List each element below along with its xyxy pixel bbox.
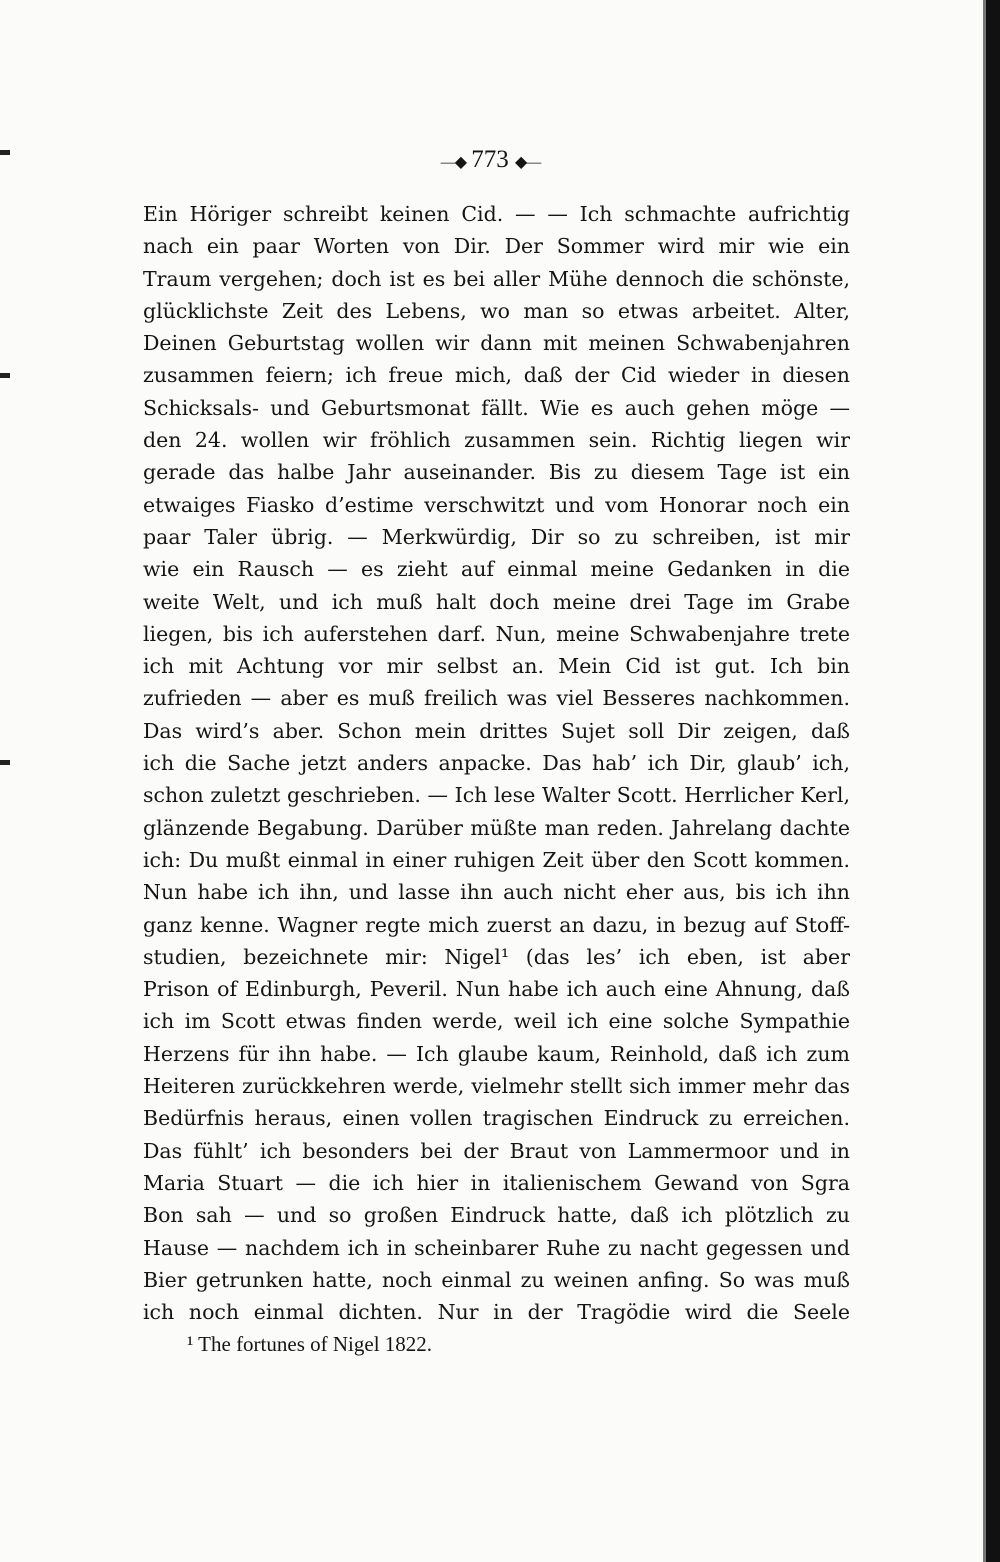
text-line: Bedürfnis heraus, einen vollen tragischen Eindruck zu erreichen. — [143, 1106, 850, 1131]
text-line: ganz kenne. Wagner regte mich zuerst an dazu, in bezug auf Stoff- — [143, 912, 850, 937]
text-line: zusammen feiern; ich freue mich, daß der Cid wieder in diesen — [143, 363, 850, 388]
binding-mark — [0, 373, 10, 378]
text-line: Schicksals- und Geburtsmonat fällt. Wie es auch gehen möge — — [143, 395, 850, 420]
text-line: Herzens für ihn habe. — Ich glaube kaum, Reinhold, daß ich zum — [143, 1041, 850, 1066]
text-line: glänzende Begabung. Darüber müßte man reden. Jahrelang dachte — [143, 815, 850, 840]
text-line: Heiteren zurückkehren werde, vielmehr stellt sich immer mehr das — [143, 1074, 850, 1099]
text-line: Prison of Edinburgh, Peveril. Nun habe ich auch eine Ahnung, daß — [143, 977, 850, 1002]
text-line: etwaiges Fiasko d’estime verschwitzt und vom Honorar noch ein — [143, 492, 850, 517]
page-number-text: 773 — [471, 146, 509, 173]
text-line: liegen, bis ich auferstehen darf. Nun, meine Schwabenjahre trete — [143, 621, 850, 646]
text-line: Bier getrunken hatte, noch einmal zu weinen anfing. So was muß — [143, 1267, 850, 1292]
text-line: Nun habe ich ihn, und lasse ihn auch nicht eher aus, bis ich ihn — [143, 880, 850, 905]
text-line: Maria Stuart — die ich hier in italienischem Gewand von Sgra — [143, 1170, 850, 1195]
text-line: ich: Du mußt einmal in einer ruhigen Zeit über den Scott kommen. — [143, 847, 850, 872]
ornament-right-icon: ◆— — [515, 154, 540, 171]
text-line: Das fühlt’ ich besonders bei der Braut von Lammermoor und in — [143, 1138, 850, 1163]
text-line: Ein Höriger schreibt keinen Cid. — — Ich schmachte aufrichtig — [143, 202, 850, 226]
text-line: Das wird’s aber. Schon mein drittes Sujet soll Dir zeigen, daß — [143, 718, 850, 743]
footnote: ¹ The fortunes of Nigel 1822. — [187, 1332, 433, 1356]
page-edge-scan-border — [986, 0, 1000, 1562]
body-text — [143, 198, 850, 1328]
text-line: studien, bezeichnete mir: Nigel¹ (das les’ ich eben, ist aber — [143, 944, 850, 969]
text-line: paar Taler übrig. — Merkwürdig, Dir so zu schreiben, ist mir — [143, 524, 850, 549]
binding-mark — [0, 760, 10, 765]
page-number — [400, 146, 580, 174]
text-line: weite Welt, und ich muß halt doch meine drei Tage im Grabe — [143, 589, 850, 614]
text-line: glücklichste Zeit des Lebens, wo man so etwas arbeitet. Alter, — [143, 298, 850, 323]
text-line: ich die Sache jetzt anders anpacke. Das hab’ ich Dir, glaub’ ich, — [143, 751, 850, 776]
text-line: Deinen Geburtstag wollen wir dann mit meinen Schwabenjahren — [143, 331, 850, 356]
text-line: wie ein Rausch — es zieht auf einmal meine Gedanken in die — [143, 557, 850, 582]
text-line: Hause — nachdem ich in scheinbarer Ruhe zu nacht gegessen und — [143, 1235, 850, 1260]
text-line: ich im Scott etwas finden werde, weil ich eine solche Sympathie — [143, 1009, 850, 1034]
binding-mark — [0, 150, 10, 155]
text-line: ich mit Achtung vor mir selbst an. Mein Cid ist gut. Ich bin — [143, 654, 850, 679]
text-line: Traum vergehen; doch ist es bei aller Mühe dennoch die schönste, — [143, 266, 850, 291]
text-line: gerade das halbe Jahr auseinander. Bis zu diesem Tage ist ein — [143, 460, 850, 485]
text-line: nach ein paar Worten von Dir. Der Sommer wird mir wie ein — [143, 234, 850, 259]
text-line: ich noch einmal dichten. Nur in der Tragödie wird die Seele — [143, 1300, 850, 1325]
text-line: schon zuletzt geschrieben. — Ich lese Walter Scott. Herrlicher Kerl, — [143, 783, 850, 808]
text-line: den 24. wollen wir fröhlich zusammen sein. Richtig liegen wir — [143, 428, 850, 453]
text-line: Bon sah — und so großen Eindruck hatte, daß ich plötzlich zu — [143, 1203, 850, 1228]
text-line: zufrieden — aber es muß freilich was viel Besseres nachkommen. — [143, 686, 850, 711]
ornament-left-icon: —◆ — [440, 154, 465, 171]
